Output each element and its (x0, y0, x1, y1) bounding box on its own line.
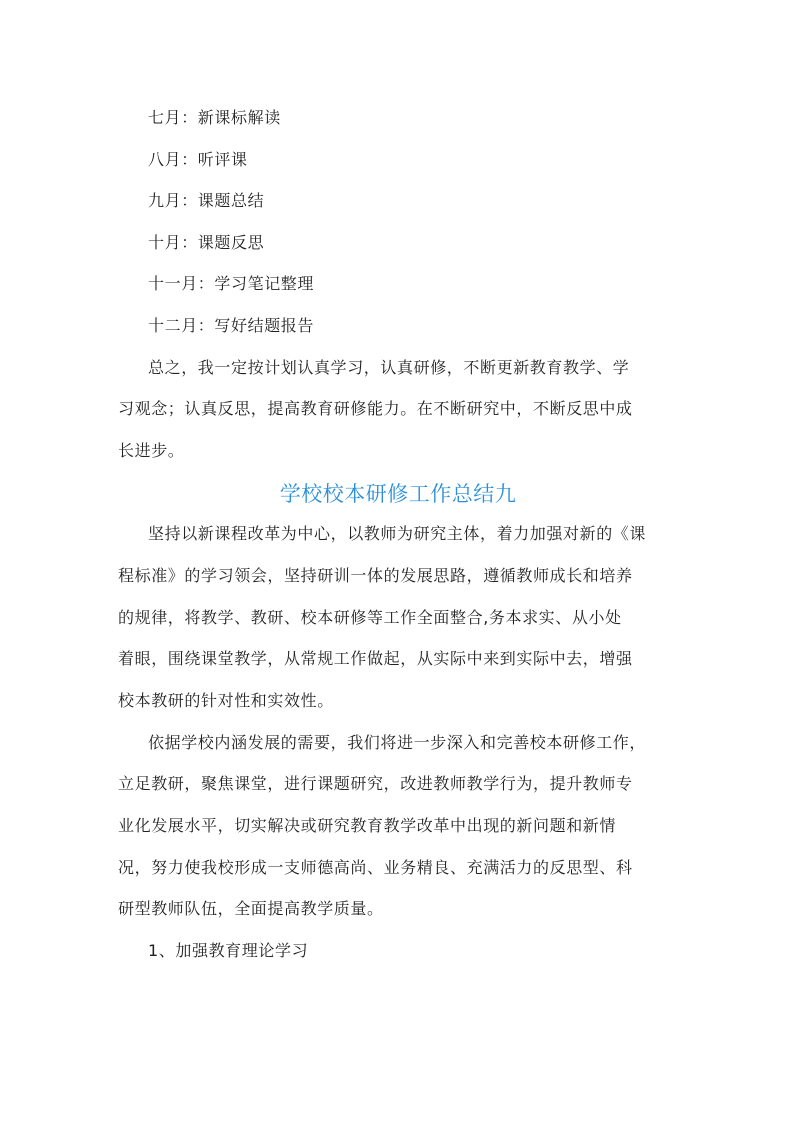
schedule-item-september: 九月：课题总结 (148, 191, 265, 210)
heading-education-theory: 1、加强教育理论学习 (148, 941, 309, 960)
schedule-item-august: 八月：听评课 (148, 150, 248, 169)
schedule-item-november: 十一月：学习笔记整理 (148, 274, 315, 293)
schedule-item-july: 七月：新课标解读 (148, 108, 281, 127)
paragraph2-line: 研型教师队伍，全面提高教学质量。 (118, 899, 384, 918)
schedule-item-december: 十二月：写好结题报告 (148, 316, 315, 335)
conclusion-line: 习观念；认真反思，提高教育研修能力。在不断研究中，不断反思中成 (118, 399, 633, 418)
paragraph1-line: 坚持以新课程改革为中心，以教师为研究主体，着力加强对新的《课 (148, 524, 647, 543)
paragraph1-line: 的规律，将教学、教研、校本研修等工作全面整合,务本求实、从小处 (118, 608, 622, 627)
section-title: 学校校本研修工作总结九 (279, 482, 517, 506)
paragraph2-line: 况，努力使我校形成一支师德高尚、业务精良、充满活力的反思型、科 (118, 858, 633, 877)
paragraph1-line: 着眼，围绕课堂教学，从常规工作做起，从实际中来到实际中去，增强 (118, 649, 633, 668)
paragraph1-line: 程标准》的学习领会，坚持研训一体的发展思路，遵循教师成长和培养 (118, 566, 633, 585)
paragraph2-line: 立足教研，聚焦课堂，进行课题研究，改进教师教学行为，提升教师专 (118, 774, 633, 793)
paragraph1-line: 校本教研的针对性和实效性。 (118, 691, 334, 710)
conclusion-line: 总之，我一定按计划认真学习，认真研修，不断更新教育教学、学 (148, 358, 630, 377)
conclusion-line: 长进步。 (118, 441, 185, 460)
paragraph2-line: 依据学校内涵发展的需要，我们将进一步深入和完善校本研修工作， (148, 733, 647, 752)
schedule-item-october: 十月：课题反思 (148, 233, 265, 252)
paragraph2-line: 业化发展水平，切实解决或研究教育教学改革中出现的新问题和新情 (118, 816, 617, 835)
